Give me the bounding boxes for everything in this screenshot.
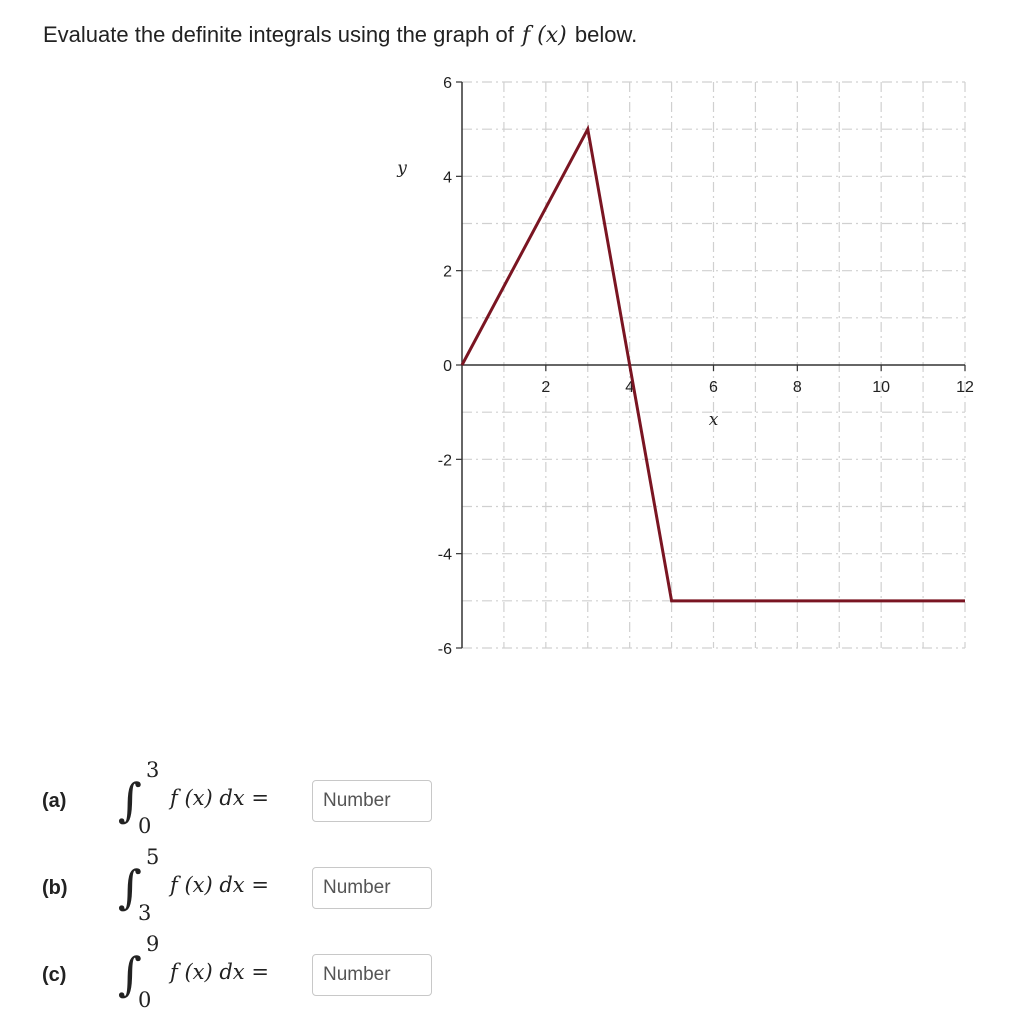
prompt-function: f (x) — [522, 23, 567, 48]
y-axis-label: y — [397, 158, 407, 179]
y-tick-label: 0 — [443, 358, 452, 375]
integrand: f (x) dx = — [170, 873, 269, 897]
x-axis-label: x — [708, 410, 719, 430]
question-c — [0, 934, 1009, 1014]
question-label: (b) — [42, 877, 68, 899]
x-tick-label: 2 — [541, 379, 551, 396]
x-tick-label: 4 — [625, 379, 635, 396]
integral-sign-icon: ∫ — [118, 860, 142, 914]
y-tick-label: -4 — [437, 546, 452, 564]
answer-input-c[interactable] — [312, 954, 432, 996]
answer-input-b[interactable] — [312, 867, 432, 909]
y-tick-label: -6 — [437, 641, 452, 658]
upper-limit: 3 — [146, 758, 160, 782]
upper-limit: 9 — [146, 932, 160, 956]
y-tick-label: 2 — [443, 263, 452, 281]
y-tick-label: 4 — [443, 169, 452, 187]
integral-sign-icon: ∫ — [118, 773, 142, 827]
question-label: (a) — [42, 790, 67, 812]
y-tick-label: 6 — [443, 75, 452, 92]
lower-limit: 0 — [138, 988, 152, 1012]
integrand: f (x) dx = — [170, 786, 269, 810]
integral-sign-icon: ∫ — [118, 947, 142, 1001]
x-tick-label: 12 — [956, 379, 974, 396]
answer-input-a[interactable] — [312, 780, 432, 822]
question-a — [0, 760, 1009, 840]
integrand: f (x) dx = — [170, 960, 269, 984]
x-tick-label: 8 — [792, 379, 802, 396]
problem-prompt — [43, 22, 637, 48]
lower-limit: 0 — [138, 814, 152, 838]
prompt-text-before: Evaluate the definite integrals using the graph of — [43, 22, 514, 47]
question-b — [0, 847, 1009, 927]
prompt-text-after: below. — [574, 22, 638, 47]
x-tick-label: 10 — [872, 379, 891, 396]
function-graph — [380, 70, 980, 670]
y-tick-label: -2 — [437, 452, 452, 470]
question-label: (c) — [42, 964, 67, 986]
x-tick-label: 6 — [709, 379, 718, 396]
upper-limit: 5 — [146, 845, 160, 869]
lower-limit: 3 — [138, 901, 152, 925]
